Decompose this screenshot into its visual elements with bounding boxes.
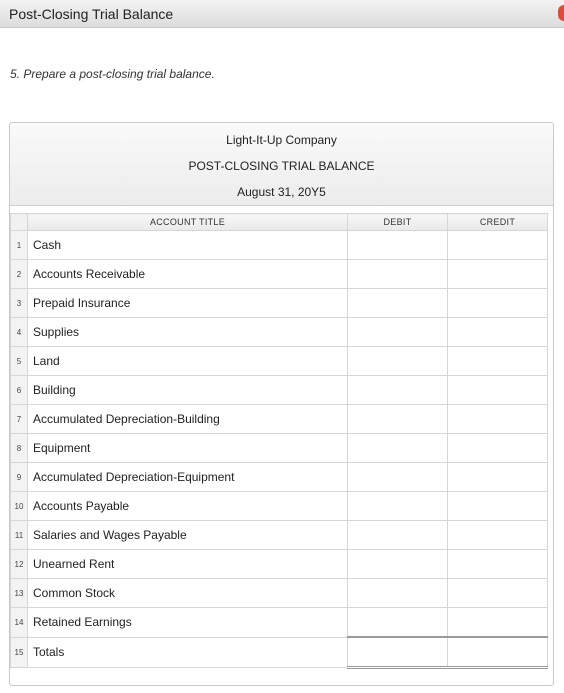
table-header-row (11, 214, 548, 231)
credit-input[interactable] (448, 492, 548, 521)
account-title-cell: Retained Earnings (28, 608, 348, 638)
title-bar (0, 0, 564, 28)
table-row (11, 376, 548, 405)
debit-input[interactable] (348, 492, 448, 521)
row-number: 13 (11, 579, 28, 608)
debit-input[interactable] (348, 463, 448, 492)
credit-input[interactable] (448, 376, 548, 405)
account-title-cell: Supplies (28, 318, 348, 347)
row-number-header (11, 214, 28, 231)
credit-input[interactable] (448, 318, 548, 347)
debit-input[interactable] (348, 434, 448, 463)
account-title-cell: Prepaid Insurance (28, 289, 348, 318)
row-number: 4 (11, 318, 28, 347)
credit-input[interactable] (448, 579, 548, 608)
table-row (11, 637, 548, 668)
row-number: 8 (11, 434, 28, 463)
trial-balance-panel (9, 122, 554, 686)
account-title-cell: Building (28, 376, 348, 405)
row-number: 11 (11, 521, 28, 550)
table-row (11, 260, 548, 289)
account-title-cell: Totals (28, 637, 348, 668)
debit-input[interactable] (348, 608, 448, 638)
debit-input[interactable] (348, 550, 448, 579)
statement-header (10, 123, 553, 206)
row-number: 2 (11, 260, 28, 289)
credit-input[interactable] (448, 260, 548, 289)
table-row (11, 318, 548, 347)
credit-input[interactable] (448, 463, 548, 492)
account-title-cell: Equipment (28, 434, 348, 463)
debit-input[interactable] (348, 521, 448, 550)
account-title-cell: Land (28, 347, 348, 376)
row-number: 6 (11, 376, 28, 405)
debit-input[interactable] (348, 376, 448, 405)
credit-header: CREDIT (448, 214, 548, 231)
debit-input[interactable] (348, 260, 448, 289)
row-number: 14 (11, 608, 28, 638)
table-row (11, 405, 548, 434)
row-number: 10 (11, 492, 28, 521)
credit-input[interactable] (448, 405, 548, 434)
credit-input[interactable] (448, 608, 548, 638)
debit-input[interactable] (348, 289, 448, 318)
window-title: Post-Closing Trial Balance (9, 6, 174, 22)
table-row (11, 550, 548, 579)
credit-input[interactable] (448, 550, 548, 579)
table-row (11, 579, 548, 608)
row-number: 12 (11, 550, 28, 579)
close-icon[interactable] (558, 5, 564, 21)
credit-input[interactable] (448, 289, 548, 318)
account-title-cell: Unearned Rent (28, 550, 348, 579)
table-row (11, 521, 548, 550)
row-number: 15 (11, 637, 28, 668)
account-title-cell: Accounts Payable (28, 492, 348, 521)
row-number: 3 (11, 289, 28, 318)
row-number: 5 (11, 347, 28, 376)
statement-title: POST-CLOSING TRIAL BALANCE (188, 159, 375, 173)
company-name: Light-It-Up Company (226, 133, 337, 147)
table-row (11, 492, 548, 521)
row-number: 1 (11, 231, 28, 260)
credit-input[interactable] (448, 521, 548, 550)
table-row (11, 608, 548, 638)
debit-input[interactable] (348, 231, 448, 260)
credit-input[interactable] (448, 434, 548, 463)
table-row (11, 347, 548, 376)
credit-input[interactable] (448, 637, 548, 668)
debit-input[interactable] (348, 347, 448, 376)
row-number: 9 (11, 463, 28, 492)
table-row (11, 463, 548, 492)
debit-input[interactable] (348, 579, 448, 608)
debit-input[interactable] (348, 405, 448, 434)
statement-date: August 31, 20Y5 (237, 185, 326, 199)
account-title-header: ACCOUNT TITLE (28, 214, 348, 231)
account-title-cell: Common Stock (28, 579, 348, 608)
credit-input[interactable] (448, 347, 548, 376)
account-title-cell: Salaries and Wages Payable (28, 521, 348, 550)
account-title-cell: Accounts Receivable (28, 260, 348, 289)
row-number: 7 (11, 405, 28, 434)
table-row (11, 434, 548, 463)
debit-input[interactable] (348, 318, 448, 347)
account-title-cell: Accumulated Depreciation-Equipment (28, 463, 348, 492)
instruction-text: 5. Prepare a post-closing trial balance. (10, 67, 215, 81)
account-title-cell: Accumulated Depreciation-Building (28, 405, 348, 434)
debit-header: DEBIT (348, 214, 448, 231)
debit-input[interactable] (348, 637, 448, 668)
trial-balance-table (10, 213, 548, 669)
credit-input[interactable] (448, 231, 548, 260)
account-title-cell: Cash (28, 231, 348, 260)
table-row (11, 289, 548, 318)
table-row (11, 231, 548, 260)
